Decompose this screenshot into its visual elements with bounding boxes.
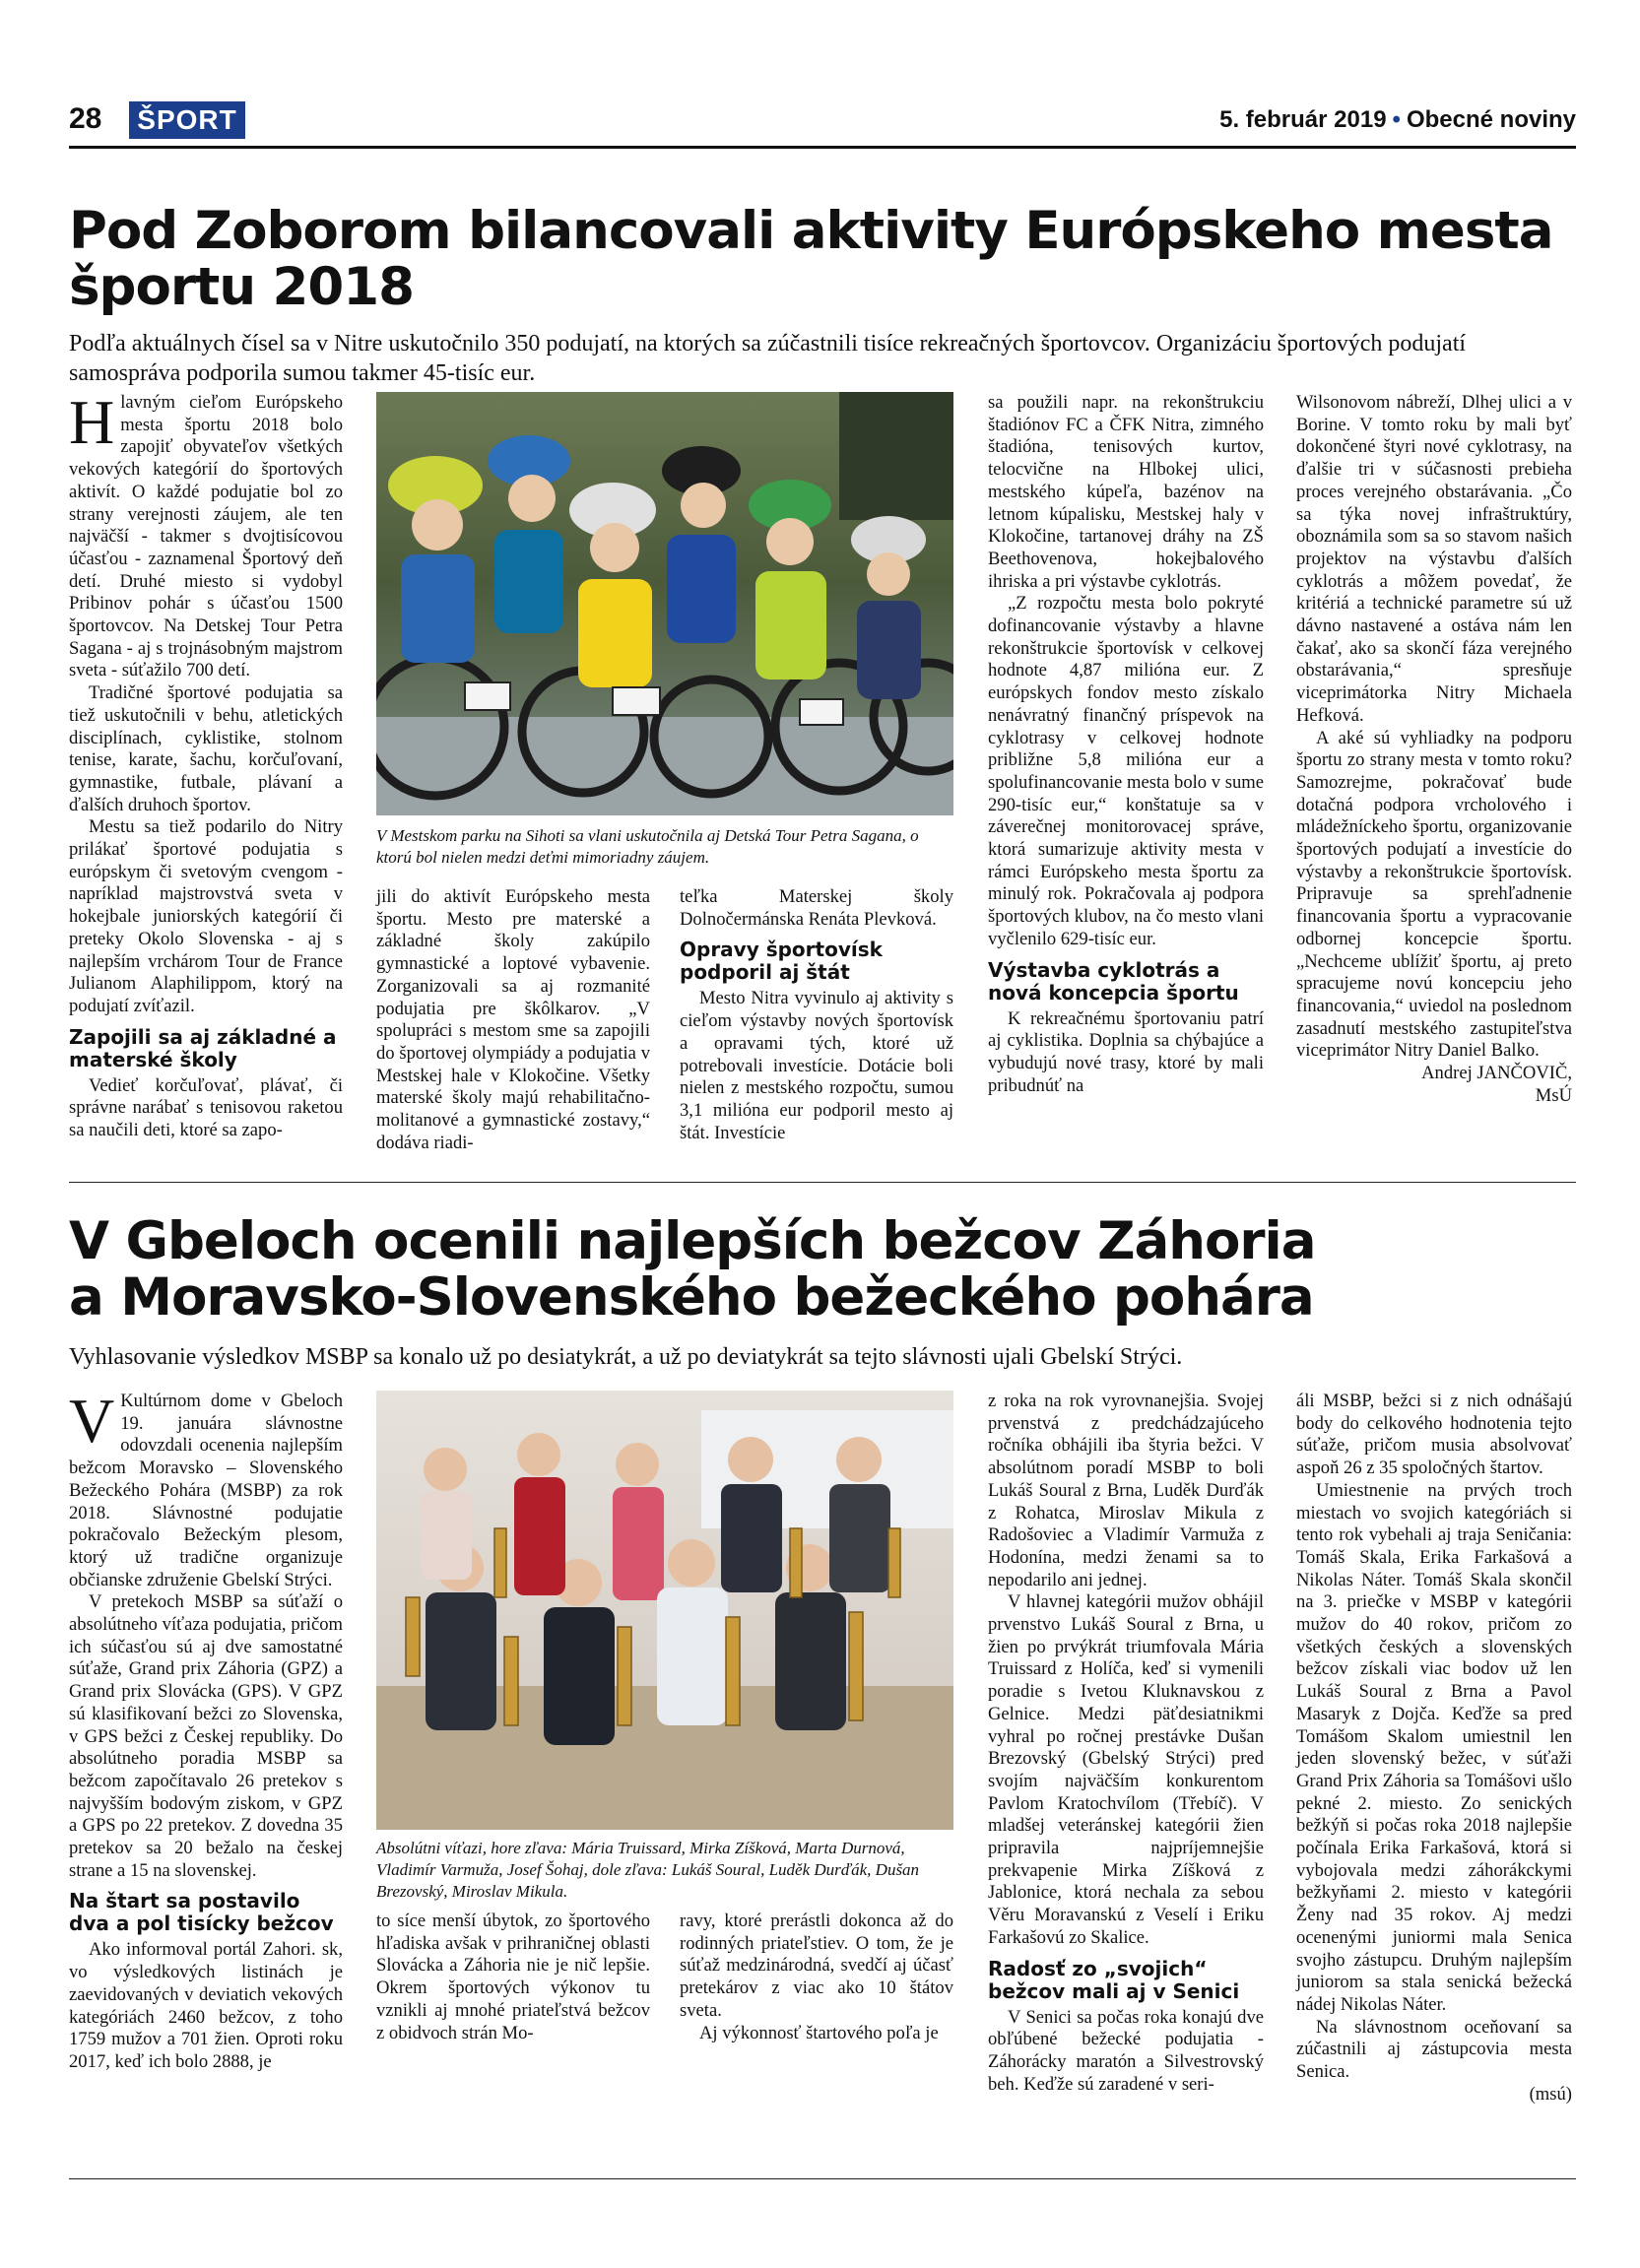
article1-dropcap: H bbox=[69, 387, 115, 457]
article1-col1-p1: lavným cieľom Európskeho mesta športu 2018 bolo zapojiť obyvateľov všetkých vekových kategórií do športových aktivít. O každé podujatie bol zo strany verejnosti záujem, ale ten najväčší - takmer s dvojtisícovou účasťou - zaznamenal Športový deň detí. Druhé miesto si vydobyl Pribinov pohár s účasťou 1500 športovcov. Na Detskej Tour Petra Sagana - aj s trojnásobným majstrom sveta - súťažilo 700 detí. bbox=[69, 392, 343, 681]
article2-col5-p1: áli MSBP, bežci si z nich odnášajú body do celkového hodnotenia tejto súťaže, pričom musia absolvovať aspoň 26 z 35 spoločných štartov. bbox=[1296, 1391, 1572, 1479]
article2-col5-p3: Na slávnostnom oceňovaní sa zúčastnili aj zástupcovia mesta Senica. bbox=[1296, 2016, 1572, 2083]
article2-column-4 bbox=[988, 1391, 1264, 2096]
article2-col4-p3: V Senici sa počas roka konajú dve obľúbené bežecké podujatia - Záhorácky maratón a Silvestrovský beh. Keďže sú zaradené v seri- bbox=[988, 2006, 1264, 2095]
winners-photo-image bbox=[376, 1391, 953, 1830]
article2-title-line1: V Gbeloch ocenili najlepších bežcov Záhoria bbox=[69, 1211, 1316, 1271]
article1-photo-caption: V Mestskom parku na Sihoti sa vlani uskutočnila aj Detská Tour Petra Sagana, o ktorú bol nielen medzi deťmi mimoriadny záujem. bbox=[376, 826, 919, 867]
article1-col3-p2: Mesto Nitra vyvinulo aj aktivity s cieľom výstavby nových športovísk a opravami tých, ktoré už potrebovali investície. Dotácie boli nielen z mestského rozpočtu, sumou 3,1 milióna eur podporil mesto aj štát. Investície bbox=[680, 988, 953, 1143]
article1-col1-p4: Vedieť korčuľovať, plávať, či správne narábať s tenisovou raketou sa naučili deti, ktoré sa zapo- bbox=[69, 1074, 343, 1141]
article1-title-line2: športu 2018 bbox=[69, 257, 415, 317]
article1-column-4 bbox=[988, 392, 1264, 1097]
article1-column-3 bbox=[680, 886, 953, 1144]
article1-col2-p1: jili do aktivít Európskeho mesta športu. Mesto pre materské a základné školy zakúpilo gymnastické a loptové vybavenie. Zorganizovali sa aj rozmanité podujatia pre škôlkarov. „V spolupráci s mestom sme sa zapojili do športovej olympiády a podujatia v Mestskej hale v Klokočine. Všetky materské školy majú rehabilitačno-molitanové a gymnastické zostavy,“ dodáva riadi- bbox=[376, 886, 650, 1153]
article-divider bbox=[69, 1182, 1576, 1183]
article1-photo-kids-cycling bbox=[376, 392, 953, 815]
article2-column-2 bbox=[376, 1911, 650, 2044]
article1-column-5 bbox=[1296, 392, 1572, 1108]
article1-lead: Podľa aktuálnych čísel sa v Nitre uskutočnilo 350 podujatí, na ktorých sa zúčastnili tisíce rekreačných športovcov. Organizáciu športových podujatí samospráva podporila sumou takmer 45-tisíc eur. bbox=[69, 331, 1467, 386]
header-rule bbox=[69, 146, 1576, 149]
article1-title bbox=[69, 203, 1576, 315]
article2-col1-p1: Kultúrnom dome v Gbeloch 19. januára slávnostne odovzdali ocenenia najlepším bežcom Moravsko – Slovenského Bežeckého Pohára (MSBP) za rok 2018. Slávnostné podujatie pokračovalo Bežeckým plesom, ktorý už tradične organizuje občianske združenie Gbelskí Strýci. bbox=[69, 1391, 343, 1590]
issue-date: 5. február 2019 bbox=[1219, 106, 1387, 133]
separator-dot: • bbox=[1392, 106, 1401, 133]
article2-col3-p1: ravy, ktoré prerástli dokonca až do rodinných priateľstiev. O tom, že je súťaž medzinárodná, svedčí aj účasť pretekárov z viac ako 10 štátov sveta. bbox=[680, 1911, 953, 2021]
article2-col2-p1: to síce menší úbytok, zo športového hľadiska avšak v prihraničnej oblasti Slovácka a Záhoria nie je nič lepšie. Okrem športových výkonov tu vznikli aj mnohé priateľstvá bežcov z obidvoch strán Mo- bbox=[376, 1911, 650, 2043]
article2-col4-p2: V hlavnej kategórii mužov obhájil prvenstvo Lukáš Soural z Brna, u žien po prvýkrát triumfovala Mária Truissard z Holíča, keď si vymenili poradie s Ivetou Kluknavskou z Gelnice. Medzi päťdesiatnikmi vyhral po ročnej prestávke Dušan Brezovský (Gbelský Strýci) pred svojím najväčším konkurentom Pavlom Kratochvílom (Třebíč). V mladšej veteránskej kategórii žien pripravila najpríjemnejšie prekvapenie Mirka Zíšková z Jablonice, ktorá nechala za sebou Věru Moravanskú z Veselí i Eriku Farkašovú zo Skalice. bbox=[988, 1591, 1264, 1948]
article2-col1-p2: V pretekoch MSBP sa súťaží o absolútneho víťaza podujatia, pričom ich súčasťou sú aj dve samostatné súťaže, Grand prix Záhoria (GPZ) a Grand prix Slovácka (GPS). V GPZ sú klasifikovaní bežci zo Slovenska, v GPS bežci z Českej republiky. Do absolútneho poradia MSBP sa bežcom započítavalo 26 pretekov s najvyšším bodovým ziskom, v GPZ a GPS po 22 pretekov. Z dovedna 35 pretekov sa 20 bežalo na českej strane a 15 na slovenskej. bbox=[69, 1591, 343, 1881]
article1-subheading-schools: Zapojili sa aj základné a materské školy bbox=[69, 1024, 337, 1071]
article2-author: (msú) bbox=[1529, 2083, 1572, 2105]
article2-subheading-start: Na štart sa postavilo dva a pol tisícky bežcov bbox=[69, 1889, 334, 1936]
article2-title bbox=[69, 1213, 1576, 1326]
article2-col3-p2: Aj výkonnosť štartového poľa je bbox=[699, 2022, 939, 2043]
article2-column-1 bbox=[69, 1386, 343, 2074]
article2-col5-p2: Umiestnenie na prvých troch miestach vo svojich kategóriách si tento rok vybehali aj traja Seničania: Tomáš Skala, Erika Farkašová a Nikolas Náter. Tomáš Skala skončil na 3. priečke v MSBP v kategórii mužov do 40 rokov, pričom zo všetkých českých a slovenských bežcov získali viac bodov už len Lukáš Soural z Brna a Pavol Masaryk z Dojča. Keďže sa pred Tomášom Skalom umiestnil len jeden slovenský bežec, v súťaži Grand Prix Záhoria sa Tomášovi ušlo pekné 2. miesto. Zo senických bežkýň si počas roka 2018 najlepšie počínala Erika Farkašová, ktorá si vybojovala medzi záhorákckymi bežkyňami 2. miesto v kategórii Ženy nad 35 rokov. Aj medzi ocenenými juniormi mala Senica svojho zástupcu. Druhým najlepším juniorom sa stala senická bežecká nádej Nikolas Náter. bbox=[1296, 1479, 1572, 2015]
article1-subheading-cyclepaths: Výstavba cyklotrás a nová koncepcia športu bbox=[988, 957, 1239, 1004]
section-tag: ŠPORT bbox=[129, 101, 245, 139]
article1-col4-p1: sa použili napr. na rekonštrukciu štadiónov FC a ČFK Nitra, zimného štadióna, tenisových kurtov, telocvične na Hlbokej ulici, mestského kúpeľa, bazénov na letnom kúpalisku, Mestskej haly v Klokočine, tartanovej dráhy na ZŠ Beethovenova, hokejbalového ihriska a pri výstavbe cyklotrás. bbox=[988, 392, 1264, 592]
page-number: 28 bbox=[69, 102, 102, 135]
article2-dropcap: V bbox=[69, 1386, 115, 1456]
publication-name: Obecné noviny bbox=[1406, 106, 1576, 133]
article1-subheading-repairs: Opravy športovísk podporil aj štát bbox=[680, 938, 883, 985]
article1-column-2 bbox=[376, 886, 650, 1154]
article1-col5-p1: Wilsonovom nábreží, Dlhej ulici a v Borine. V tomto roku by mali byť dokončené štyri nové cyklotrasy, na ďalšie tri v súčasnosti prebieha proces verejného obstarávania. „Čo sa týka novej infraštruktúry, oboznámila som sa so stavom našich projektov na výstavbu ďalších cyklotrás a môžem povedať, že kritériá a technické parametre sú už dávno nastavené a ostáva nám len čakať, ako sa skončí fáza verejného obstarávania,“ spresňuje viceprimátorka Nitry Michaela Hefková. bbox=[1296, 392, 1572, 726]
article1-col4-p3: K rekreačnému športovaniu patrí aj cyklistika. Doplnia sa chýbajúce a vybudujú nové trasy, ktoré by mali pribudnúť na bbox=[988, 1007, 1264, 1096]
article1-col4-p2: „Z rozpočtu mesta bolo pokryté dofinancovanie výstavby a hlavne rekonštrukcie športovísk v celkovej hodnote 4,87 milióna eur. Z európskych fondov mesto získalo nenávratný finančný príspevok na cyklotrasy v celkovej hodnote približne 5,8 milióna eur a spolufinancovanie mesta bolo v sume 290-tisíc eur,“ konštatuje sa v záverečnej monitorovacej správe, ktorá sumarizuje aktivity mesta v rámci Európskeho mesta športu za minulý rok. Pokračovala aj podpora športových klubov, na čo mesto vlani vyčlenilo 629-tisíc eur. bbox=[988, 593, 1264, 949]
article2-column-3 bbox=[680, 1911, 953, 2044]
article2-subheading-senica: Radosť zo „svojich“ bežcov mali aj v Senici bbox=[988, 1956, 1240, 2003]
article2-lead: Vyhlasovanie výsledkov MSBP sa konalo už po desiatykrát, a už po deviatykrát sa tejto slávnosti ujali Gbelskí Strýci. bbox=[69, 1344, 1183, 1370]
article1-col5-p2: A aké sú vyhliadky na podporu športu zo strany mesta v tomto roku? Samozrejme, pokračovať bude dotačná podpora vrcholového i mládežníckeho športu, organizovanie športových podujatí a investície do výstavby a rekonštrukcie športovísk. Pripravuje sa sprehľadnenie financovania športu a vypracovanie odbornej koncepcie športu. „Nechceme ublížiť športu, aj preto spracujeme novú koncepciu jeho financovania,“ uviedol na poslednom zasadnutí mestského zastupiteľstva viceprimátor Nitry Daniel Balko. bbox=[1296, 727, 1572, 1062]
article2-photo-winners bbox=[376, 1391, 953, 1830]
page-bottom-rule bbox=[69, 2178, 1576, 2179]
article1-col1-p3: Mestu sa tiež podarilo do Nitry prilákať športové podujatia s európskym či svetovým cvengom - napríklad majstrovstvá sveta v hokejbale juniorských kategórií či preteky Okolo Slovenska - aj s najlepším vrchárom Tour de France Julianom Alaphilippom, ktorý na podujatí zvíťazil. bbox=[69, 816, 343, 1016]
article2-column-5 bbox=[1296, 1391, 1572, 2106]
article1-column-1 bbox=[69, 387, 343, 1142]
kids-cycling-photo-image bbox=[376, 392, 953, 815]
article2-col4-p1: z roka na rok vyrovnanejšia. Svojej prvenstvá z predchádzajúceho ročníka obhájili iba štyria bežci. V absolútnom poradí MSBP to boli Lukáš Soural z Brna, Luděk Durďák z Rohatca, Miroslav Mikula z Radošoviec a Vladimír Varmuža z Hodonína, medzi ženami sa to nepodarilo ani jednej. bbox=[988, 1391, 1264, 1590]
article1-col1-p2: Tradičné športové podujatia sa tiež uskutočnili v behu, atletických disciplínach, cyklistike, stolnom tenise, karate, šachu, korčuľovaní, gymnastike, futbale, plávaní a ďalších druhoch športov. bbox=[69, 682, 343, 815]
article2-title-line2: a Moravsko-Slovenského bežeckého pohára bbox=[69, 1267, 1314, 1328]
article1-col3-p1: teľka Materskej školy Dolnočermánska Renáta Plevková. bbox=[680, 886, 953, 930]
article1-author: Andrej JANČOVIČ, bbox=[1421, 1063, 1572, 1084]
issue-info bbox=[1219, 106, 1576, 134]
article2-photo-caption: Absolútni víťazi, hore zľava: Mária Truissard, Mirka Zíšková, Marta Durnová, Vladimír Varmuža, Josef Šohaj, dole zľava: Lukáš Soural, Luděk Durďák, Dušan Brezovský, Miroslav Mikula. bbox=[376, 1839, 920, 1901]
article2-col1-p3: Ako informoval portál Zahori. sk, vo výsledkových listinách je zaevidovaných v deviatich vekových kategóriách 2460 bežcov, z toho 1759 mužov a 701 žien. Oproti roku 2017, keď ich bolo 2888, je bbox=[69, 1939, 343, 2072]
article1-author-affiliation: MsÚ bbox=[1535, 1084, 1572, 1106]
article1-title-line1: Pod Zoborom bilancovali aktivity Európskeho mesta bbox=[69, 201, 1553, 261]
